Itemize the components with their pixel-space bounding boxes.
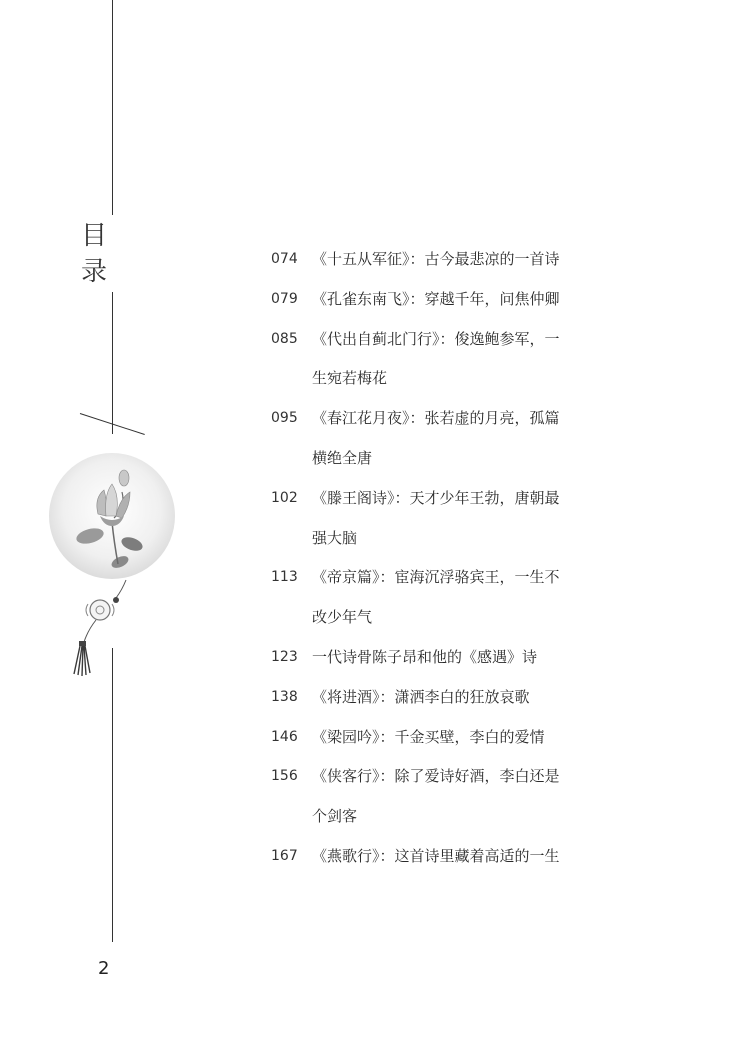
decorative-line-bottom bbox=[112, 648, 113, 942]
lotus-illustration-icon bbox=[48, 452, 180, 692]
toc-entry-title bbox=[312, 638, 591, 678]
heading-char: 目 bbox=[80, 221, 107, 251]
toc-entry-page: 138 bbox=[271, 688, 298, 705]
toc-entry-page: 085 bbox=[271, 330, 298, 347]
toc-entry[interactable] bbox=[271, 638, 591, 678]
toc-entry-title-line: 《春江花月夜》：张若虚的月亮，孤篇 bbox=[312, 409, 560, 428]
toc-entry-title-line: 《燕歌行》：这首诗里藏着高适的一生 bbox=[312, 846, 560, 865]
toc-entry[interactable] bbox=[271, 280, 591, 320]
toc-entry-title-line: 《梁园吟》：千金买壁，李白的爱情 bbox=[312, 727, 545, 746]
toc-entry-title bbox=[312, 757, 591, 837]
toc-entry-title-line: 横绝全唐 bbox=[312, 448, 373, 467]
toc-entry[interactable] bbox=[271, 558, 591, 638]
toc-entry[interactable] bbox=[271, 718, 591, 758]
heading-char: 录 bbox=[80, 257, 107, 287]
toc-entry-page: 102 bbox=[271, 489, 298, 506]
toc-entry-title bbox=[312, 558, 591, 638]
toc-entry-title-line: 《侠客行》：除了爱诗好酒，李白还是 bbox=[312, 767, 560, 786]
toc-entry[interactable] bbox=[271, 479, 591, 559]
toc-entry-title bbox=[312, 718, 591, 758]
decorative-line-middle bbox=[112, 292, 113, 434]
contents-heading bbox=[79, 218, 109, 290]
toc-entry-page: 167 bbox=[271, 847, 298, 864]
toc-entry[interactable] bbox=[271, 837, 591, 877]
toc-entry-title-line: 一代诗骨陈子昂和他的《感遇》诗 bbox=[312, 647, 538, 666]
toc-entry-page: 156 bbox=[271, 768, 298, 785]
toc-entry[interactable] bbox=[271, 320, 591, 400]
toc-entry-title-line: 改少年气 bbox=[312, 608, 373, 627]
toc-entry-title bbox=[312, 240, 591, 280]
toc-entry-title-line: 《将进酒》：潇洒李白的狂放哀歌 bbox=[312, 687, 530, 706]
toc-entry-title-line: 强大脑 bbox=[312, 528, 358, 547]
decorative-line-top bbox=[112, 0, 113, 215]
toc-entry[interactable] bbox=[271, 757, 591, 837]
toc-entry[interactable] bbox=[271, 240, 591, 280]
toc-entry-page: 074 bbox=[271, 251, 298, 267]
toc-entry-title bbox=[312, 399, 591, 479]
toc-entry-title bbox=[312, 280, 591, 320]
toc-entry-title bbox=[312, 320, 591, 400]
toc-entry-title-line: 生宛若梅花 bbox=[312, 369, 388, 388]
toc-entry-page: 079 bbox=[271, 290, 298, 307]
toc-entry-title bbox=[312, 479, 591, 559]
table-of-contents bbox=[271, 240, 591, 877]
toc-entry-title bbox=[312, 678, 591, 718]
toc-entry-title-line: 《十五从军征》：古今最悲凉的一首诗 bbox=[312, 250, 560, 268]
toc-entry-page: 113 bbox=[271, 569, 298, 586]
toc-entry-page: 095 bbox=[271, 410, 298, 427]
toc-entry[interactable] bbox=[271, 399, 591, 479]
toc-entry-title-line: 个剑客 bbox=[312, 807, 358, 826]
page-number: 2 bbox=[98, 958, 110, 979]
toc-entry-title-line: 《帝京篇》：宦海沉浮骆宾王，一生不 bbox=[312, 568, 560, 587]
toc-entry-title bbox=[312, 837, 591, 877]
toc-entry-title-line: 《孔雀东南飞》：穿越千年，问焦仲卿 bbox=[312, 289, 560, 308]
toc-entry-title-line: 《滕王阁诗》：天才少年王勃，唐朝最 bbox=[312, 488, 560, 507]
toc-entry[interactable] bbox=[271, 678, 591, 718]
toc-entry-page: 146 bbox=[271, 728, 298, 745]
toc-entry-title-line: 《代出自蓟北门行》：俊逸鲍参军，一 bbox=[312, 329, 560, 348]
toc-entry-page: 123 bbox=[271, 648, 298, 665]
